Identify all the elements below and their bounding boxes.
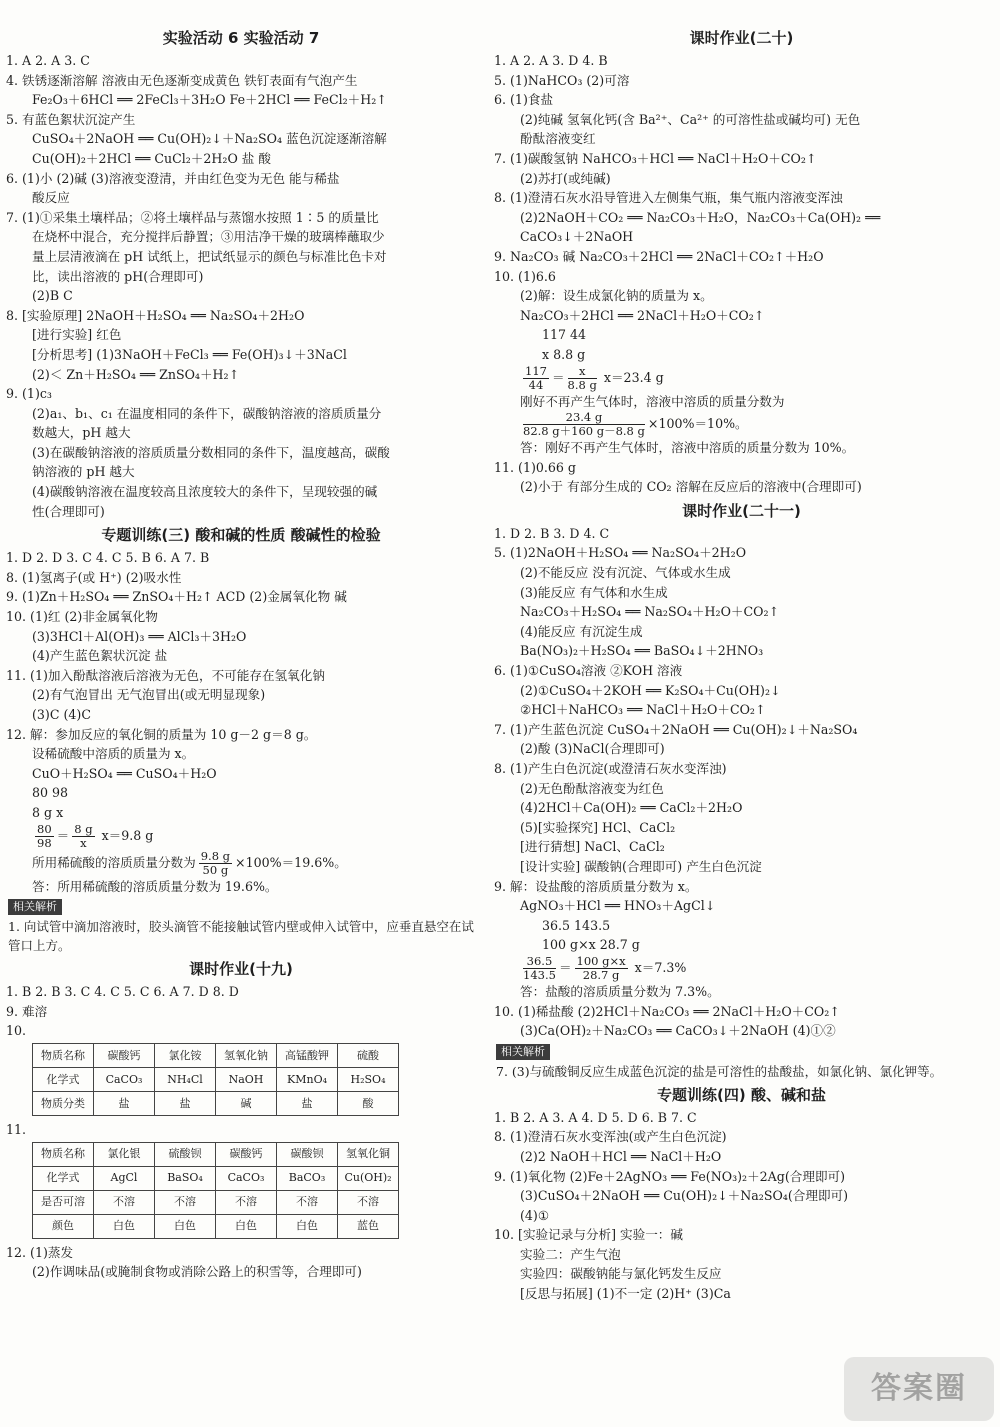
answer-line: (3)3HCl＋Al(OH)₃ ══ AlCl₃＋3H₂O (32, 628, 247, 644)
answer-line: [反思与拓展] (1)不一定 (2)H⁺ (3)Ca (520, 1286, 731, 1302)
answer-line: 10. (1)6.6 (494, 268, 556, 284)
answer-line: 10. (1)稀盐酸 (2)2HCl＋Na₂CO₃ ══ 2NaCl＋H₂O＋CO₂↑ (494, 1003, 840, 1019)
answer-line: 7. (1)碳酸氢钠 NaHCO₃＋HCl ══ NaCl＋H₂O＋CO₂↑ (494, 150, 817, 166)
analysis-tag: 相关解析 (496, 1044, 550, 1060)
answer-line: (4)产生蓝色絮状沉淀 盐 (32, 648, 168, 664)
table-cell: 盐 (94, 1091, 155, 1115)
formula-operator: ＝ (551, 369, 565, 385)
answer-line: 在烧杯中混合，充分搅拌后静置；③用洁净干燥的玻璃棒蘸取少 (32, 229, 385, 245)
analysis-note: 1. 向试管中滴加溶液时，胶头滴管不能接触试管内壁或伸入试管中，应垂直悬空在试管口上方。 (8, 919, 474, 954)
answer-line: 9. (1)c₃ (6, 386, 52, 402)
answer-line: (2)小于 有部分生成的 CO₂ 溶解在反应后的溶液中(合理即可) (520, 479, 862, 495)
table-cell: 不溶 (338, 1190, 399, 1214)
answer-line: 酸反应 (32, 190, 70, 206)
answer-line: (4)① (520, 1207, 550, 1223)
answer-line: 钠溶液的 pH 越大 (32, 464, 135, 480)
table-cell: BaSO₄ (155, 1166, 216, 1190)
answer-line: 4. 铁锈逐渐溶解 溶液由无色逐渐变成黄色 铁钉表面有气泡产生 (6, 72, 358, 88)
answer-line: 设稀硫酸中溶质的质量为 x。 (32, 746, 195, 762)
answer-line: (3)C (4)C (32, 707, 91, 722)
table-cell: BaCO₃ (277, 1166, 338, 1190)
table-cell: 硫酸 (338, 1043, 399, 1067)
answer-line: 8. (1)产生白色沉淀(或澄清石灰水变浑浊) (494, 761, 727, 776)
table-cell: 白色 (155, 1214, 216, 1238)
answer-line: [设计实验] 碳酸钠(合理即可) 产生白色沉淀 (520, 858, 762, 874)
answer-line: (3)Ca(OH)₂＋Na₂CO₃ ══ CaCO₃↓＋2NaOH (4)①② (520, 1023, 836, 1039)
answer-line: 刚好不再产生气体时，溶液中溶质的质量分数为 (520, 393, 785, 409)
answer-line: (2)酸 (3)NaCl(合理即可) (520, 741, 665, 757)
answer-line: 7. (1)产生蓝色沉淀 CuSO₄＋2NaOH ══ Cu(OH)₂↓＋Na₂SO₄ (494, 721, 858, 737)
answer-line: AgNO₃＋HCl ══ HNO₃＋AgCl↓ (520, 898, 716, 914)
formula-text: ×100%＝19.6%。 (235, 854, 347, 870)
answer-line: 6. (1)①CuSO₄溶液 ②KOH 溶液 (494, 663, 683, 679)
answer-line: 6. (1)食盐 (494, 92, 554, 108)
analysis-tag-row (6, 896, 476, 917)
table-cell: 氢氧化钠 (216, 1043, 277, 1067)
table-cell: H₂SO₄ (338, 1067, 399, 1091)
watermark-stamp: 答案圈 (844, 1357, 994, 1421)
answer-line: 80 98 (32, 785, 69, 801)
answer-line: (2)2NaOH＋CO₂ ══ Na₂CO₃＋H₂O，Na₂CO₃＋Ca(OH)₂ ══ (520, 209, 881, 225)
formula-text: ×100%＝10%。 (647, 416, 748, 432)
answer-line: 比，读出溶液的 pH(合理即可) (32, 268, 204, 284)
table-cell: 是否可溶 (33, 1190, 94, 1214)
fraction-denominator: 50 g (202, 862, 229, 877)
analysis-tag: 相关解析 (8, 899, 62, 915)
fraction-denominator: 44 (528, 377, 544, 392)
table-cell: KMnO₄ (277, 1067, 338, 1091)
right-column (494, 24, 989, 1304)
table-cell: 化学式 (33, 1166, 94, 1190)
table-cell: NH₄Cl (155, 1067, 216, 1091)
table-cell: 化学式 (33, 1067, 94, 1091)
answer-line: (2)苏打(或纯碱) (520, 170, 611, 186)
answer-line: 答：刚好不再产生气体时，溶液中溶质的质量分数为 10%。 (520, 440, 855, 456)
answer-line: ②HCl＋NaHCO₃ ══ NaCl＋H₂O＋CO₂↑ (520, 702, 766, 718)
table-row (33, 1142, 399, 1166)
table-cell: 高锰酸钾 (277, 1043, 338, 1067)
answer-line: Fe₂O₃＋6HCl ══ 2FeCl₃＋3H₂O Fe＋2HCl ══ FeCl₂＋H₂↑ (32, 92, 387, 108)
answer-line: 8. [实验原理] 2NaOH＋H₂SO₄ ══ Na₂SO₄＋2H₂O (6, 307, 305, 323)
table-cell: 氯化铵 (155, 1043, 216, 1067)
section-title: 课时作业(二十) (689, 29, 794, 47)
section-title: 课时作业(二十一) (682, 501, 801, 520)
table-cell: 白色 (216, 1214, 277, 1238)
answer-line: (4)能反应 有沉淀生成 (520, 623, 643, 639)
answer-line: 11. (1)0.66 g (494, 459, 576, 475)
table-cell: 不溶 (277, 1190, 338, 1214)
answer-line: 12. 解：参加反应的氧化铜的质量为 10 g－2 g＝8 g。 (6, 726, 317, 742)
table-cell: 盐 (277, 1091, 338, 1115)
table-row (33, 1166, 399, 1190)
table-cell: 白色 (277, 1214, 338, 1238)
answer-line: (2)无色酚酞溶液变为红色 (520, 780, 664, 796)
answer-line: (2)作调味品(或腌制食物或消除公路上的积雪等，合理即可) (32, 1264, 362, 1280)
answer-line: 答：盐酸的溶质质量分数为 7.3%。 (520, 983, 720, 999)
answer-line: 117 44 (542, 327, 587, 343)
table-cell: 氢氧化铜 (338, 1142, 399, 1166)
answer-line: 答：所用稀硫酸的溶质质量分数为 19.6%。 (32, 878, 278, 894)
table-cell: 碱 (216, 1091, 277, 1115)
answer-line: 数越大，pH 越大 (32, 425, 131, 441)
answer-line: 10. (6, 1023, 27, 1039)
fraction-numerator: 100 g×x (576, 954, 626, 968)
table-cell: CaCO₃ (216, 1166, 277, 1190)
answer-line: (2)解：设生成氯化钠的质量为 x。 (520, 288, 713, 304)
left-column (6, 24, 476, 1282)
answer-line: (3)CuSO₄＋2NaOH ══ Cu(OH)₂↓＋Na₂SO₄(合理即可) (520, 1188, 849, 1204)
answer-table (32, 1043, 399, 1116)
formula-operator: ＝ (56, 827, 70, 843)
answer-line: 量上层清液滴在 pH 试纸上，把试纸显示的颜色与标准比色卡对 (32, 248, 387, 264)
fraction-denominator: x (80, 835, 87, 850)
answer-line: 实验四：碳酸钠能与氯化钙发生反应 (520, 1266, 722, 1282)
fraction (523, 365, 549, 392)
answer-line: (2)a₁、b₁、c₁ 在温度相同的条件下，碳酸钠溶液的溶质质量分 (32, 405, 382, 421)
fraction-numerator: x (568, 365, 597, 379)
section-title: 专题训练(三) 酸和碱的性质 酸碱性的检验 (101, 526, 381, 545)
table-cell: 氯化银 (94, 1142, 155, 1166)
answer-line: 实验二：产生气泡 (520, 1246, 621, 1262)
formula-line (494, 955, 989, 982)
fraction (568, 365, 597, 392)
fraction-denominator: 82.8 g＋160 g－8.8 g (523, 424, 645, 439)
fraction (523, 411, 645, 438)
table-cell: 白色 (94, 1214, 155, 1238)
answer-line: 9. (1)Zn＋H₂SO₄ ══ ZnSO₄＋H₂↑ ACD (2)金属氧化物 碱 (6, 589, 347, 605)
fraction (575, 955, 628, 982)
fraction (199, 850, 232, 877)
answer-line: 12. (1)蒸发 (6, 1244, 74, 1260)
table-cell: 硫酸钡 (155, 1142, 216, 1166)
analysis-note: 7. (3)与硫酸铜反应生成蓝色沉淀的盐是可溶性的盐酸盐，如氯化钠、氯化钾等。 (496, 1063, 943, 1079)
answer-line: (2)＜ Zn＋H₂SO₄ ══ ZnSO₄＋H₂↑ (32, 366, 240, 382)
answer-line: (3)在碳酸钠溶液的溶质质量分数相同的条件下，温度越高，碳酸 (32, 444, 390, 460)
table-cell: CaCO₃ (94, 1067, 155, 1091)
answer-line: 9. (1)氧化物 (2)Fe＋2AgNO₃ ══ Fe(NO₃)₂＋2Ag(合理即可) (494, 1168, 846, 1184)
table-row (33, 1091, 399, 1115)
fraction-denominator: 143.5 (523, 967, 556, 982)
answer-line: 9. 解：设盐酸的溶质质量分数为 x。 (494, 878, 698, 894)
answer-line: 1. A 2. A 3. D 4. B (494, 53, 608, 68)
answer-line: 11. (1)加入酚酞溶液后溶液为无色，不可能存在氢氧化钠 (6, 667, 325, 683)
answer-line: 36.5 143.5 (542, 917, 611, 933)
answer-line: 5. 有蓝色絮状沉淀产生 (6, 111, 136, 127)
answer-line: Ba(NO₃)₂＋H₂SO₄ ══ BaSO₄↓＋2HNO₃ (520, 643, 764, 659)
answer-line: CaCO₃↓＋2NaOH (520, 229, 634, 245)
formula-line (494, 411, 989, 438)
answer-line: (2)①CuSO₄＋2KOH ══ K₂SO₄＋Cu(OH)₂↓ (520, 682, 781, 698)
fraction-numerator: 36.5 (523, 955, 556, 969)
answer-line: (2)纯碱 氢氧化钙(含 Ba²⁺、Ca²⁺ 的可溶性盐或碱均可) 无色 (520, 111, 861, 127)
answer-line: 10. [实验记录与分析] 实验一：碱 (494, 1227, 683, 1243)
table-cell: Cu(OH)₂ (338, 1166, 399, 1190)
formula-line (6, 850, 476, 877)
answer-line: 5. (1)2NaOH＋H₂SO₄ ══ Na₂SO₄＋2H₂O (494, 545, 747, 561)
formula-text: x＝23.4 g (599, 369, 664, 385)
answer-line: (2)B C (32, 288, 73, 304)
table-cell: 物质名称 (33, 1142, 94, 1166)
answer-line: [进行猜想] NaCl、CaCl₂ (520, 839, 665, 855)
fraction-denominator: 8.8 g (567, 377, 597, 392)
fraction (35, 823, 54, 850)
answer-line: 1. D 2. B 3. D 4. C (494, 525, 610, 541)
answer-line: Cu(OH)₂＋2HCl ══ CuCl₂＋2H₂O 盐 酸 (32, 150, 271, 166)
table-cell: 物质名称 (33, 1043, 94, 1067)
analysis-tag-row (494, 1041, 989, 1062)
answer-line: 1. B 2. B 3. C 4. C 5. C 6. A 7. D 8. D (6, 984, 239, 1000)
table-cell: 蓝色 (338, 1214, 399, 1238)
fraction-numerator: 8 g (74, 822, 93, 836)
table-row (33, 1067, 399, 1091)
table-row (33, 1043, 399, 1067)
answer-line: 酚酞溶液变红 (520, 131, 596, 147)
answer-line: 8. (1)氢离子(或 H⁺) (2)吸水性 (6, 569, 182, 585)
section-title: 专题训练(四) 酸、碱和盐 (657, 1085, 826, 1104)
answer-line: (2)不能反应 没有沉淀、气体或水生成 (520, 565, 731, 581)
fraction (523, 955, 556, 982)
fraction-denominator: 28.7 g (582, 967, 620, 982)
answer-line: 11. (6, 1121, 27, 1137)
section-title: 课时作业(十九) (189, 960, 293, 979)
answer-line: 8. (1)澄清石灰水变浑浊(或产生白色沉淀) (494, 1129, 727, 1145)
answer-line: x 8.8 g (542, 346, 586, 362)
answer-line: [分析思考] (1)3NaOH＋FeCl₃ ══ Fe(OH)₃↓＋3NaCl (32, 346, 347, 362)
answer-line: 性(合理即可) (32, 503, 105, 519)
answer-line: CuO＋H₂SO₄ ══ CuSO₄＋H₂O (32, 765, 217, 781)
table-cell: 碳酸钡 (277, 1142, 338, 1166)
table-cell: 盐 (155, 1091, 216, 1115)
table-cell: 物质分类 (33, 1091, 94, 1115)
formula-text: 所用稀硫酸的溶质质量分数为 (32, 854, 196, 870)
answer-line: 5. (1)NaHCO₃ (2)可溶 (494, 72, 630, 88)
table-row (33, 1190, 399, 1214)
formula-text: x＝7.3% (630, 959, 687, 975)
answer-line: CuSO₄＋2NaOH ══ Cu(OH)₂↓＋Na₂SO₄ 蓝色沉淀逐渐溶解 (32, 131, 387, 147)
table-row (33, 1214, 399, 1238)
answer-line: 6. (1)小 (2)碱 (3)溶液变澄清，并由红色变为无色 能与稀盐 (6, 170, 340, 186)
answer-line: 8 g x (32, 804, 64, 820)
fraction-numerator: 23.4 g (523, 411, 645, 425)
formula-line (6, 823, 476, 850)
fraction-numerator: 117 (525, 364, 547, 378)
table-cell: AgCl (94, 1166, 155, 1190)
answer-line: 9. 难溶 (6, 1003, 48, 1019)
answer-line: 100 g×x 28.7 g (542, 937, 640, 953)
table-cell: 不溶 (155, 1190, 216, 1214)
answer-line: Na₂CO₃＋2HCl ══ 2NaCl＋H₂O＋CO₂↑ (520, 307, 765, 323)
answer-line: 8. (1)澄清石灰水沿导管进入左侧集气瓶，集气瓶内溶液变浑浊 (494, 190, 843, 206)
fraction-denominator: 98 (37, 835, 52, 850)
table-cell: 不溶 (94, 1190, 155, 1214)
answer-line: 10. (1)红 (2)非金属氧化物 (6, 609, 158, 625)
answer-line: (2)有气泡冒出 无气泡冒出(或无明显现象) (32, 687, 266, 703)
table-cell: 碳酸钙 (216, 1142, 277, 1166)
table-cell: 颜色 (33, 1214, 94, 1238)
section-title: 实验活动 6 实验活动 7 (162, 29, 320, 47)
fraction-numerator: 80 (37, 822, 52, 836)
answer-line: 7. (1)①采集土壤样品；②将土壤样品与蒸馏水按照 1∶5 的质量比 (6, 209, 379, 225)
formula-operator: ＝ (558, 959, 572, 975)
answer-line: (4)碳酸钠溶液在温度较高且浓度较大的条件下，呈现较强的碱 (32, 484, 378, 500)
answer-line: 9. Na₂CO₃ 碱 Na₂CO₃＋2HCl ══ 2NaCl＋CO₂↑＋H₂O (494, 248, 824, 264)
table-cell: 不溶 (216, 1190, 277, 1214)
formula-text: x＝9.8 g (97, 827, 154, 843)
answer-line: (5)[实验探究] HCl、CaCl₂ (520, 819, 676, 835)
answer-line: Na₂CO₃＋H₂SO₄ ══ Na₂SO₄＋H₂O＋CO₂↑ (520, 604, 780, 620)
table-cell: 碳酸钙 (94, 1043, 155, 1067)
answer-line: 1. D 2. D 3. C 4. C 5. B 6. A 7. B (6, 550, 210, 566)
answer-line: 1. B 2. A 3. A 4. D 5. D 6. B 7. C (494, 1109, 697, 1125)
fraction (72, 823, 94, 850)
answer-line: (4)2HCl＋Ca(OH)₂ ══ CaCl₂＋2H₂O (520, 800, 743, 816)
table-cell: 酸 (338, 1091, 399, 1115)
table-cell: NaOH (216, 1067, 277, 1091)
answer-line: (2)2 NaOH＋HCl ══ NaCl＋H₂O (520, 1148, 722, 1164)
answer-line: 1. A 2. A 3. C (6, 53, 90, 68)
fraction-numerator: 9.8 g (200, 849, 231, 863)
answer-line: (3)能反应 有气体和水生成 (520, 584, 668, 600)
formula-line (494, 365, 989, 392)
answer-table (32, 1142, 399, 1239)
answer-line: [进行实验] 红色 (32, 327, 122, 343)
